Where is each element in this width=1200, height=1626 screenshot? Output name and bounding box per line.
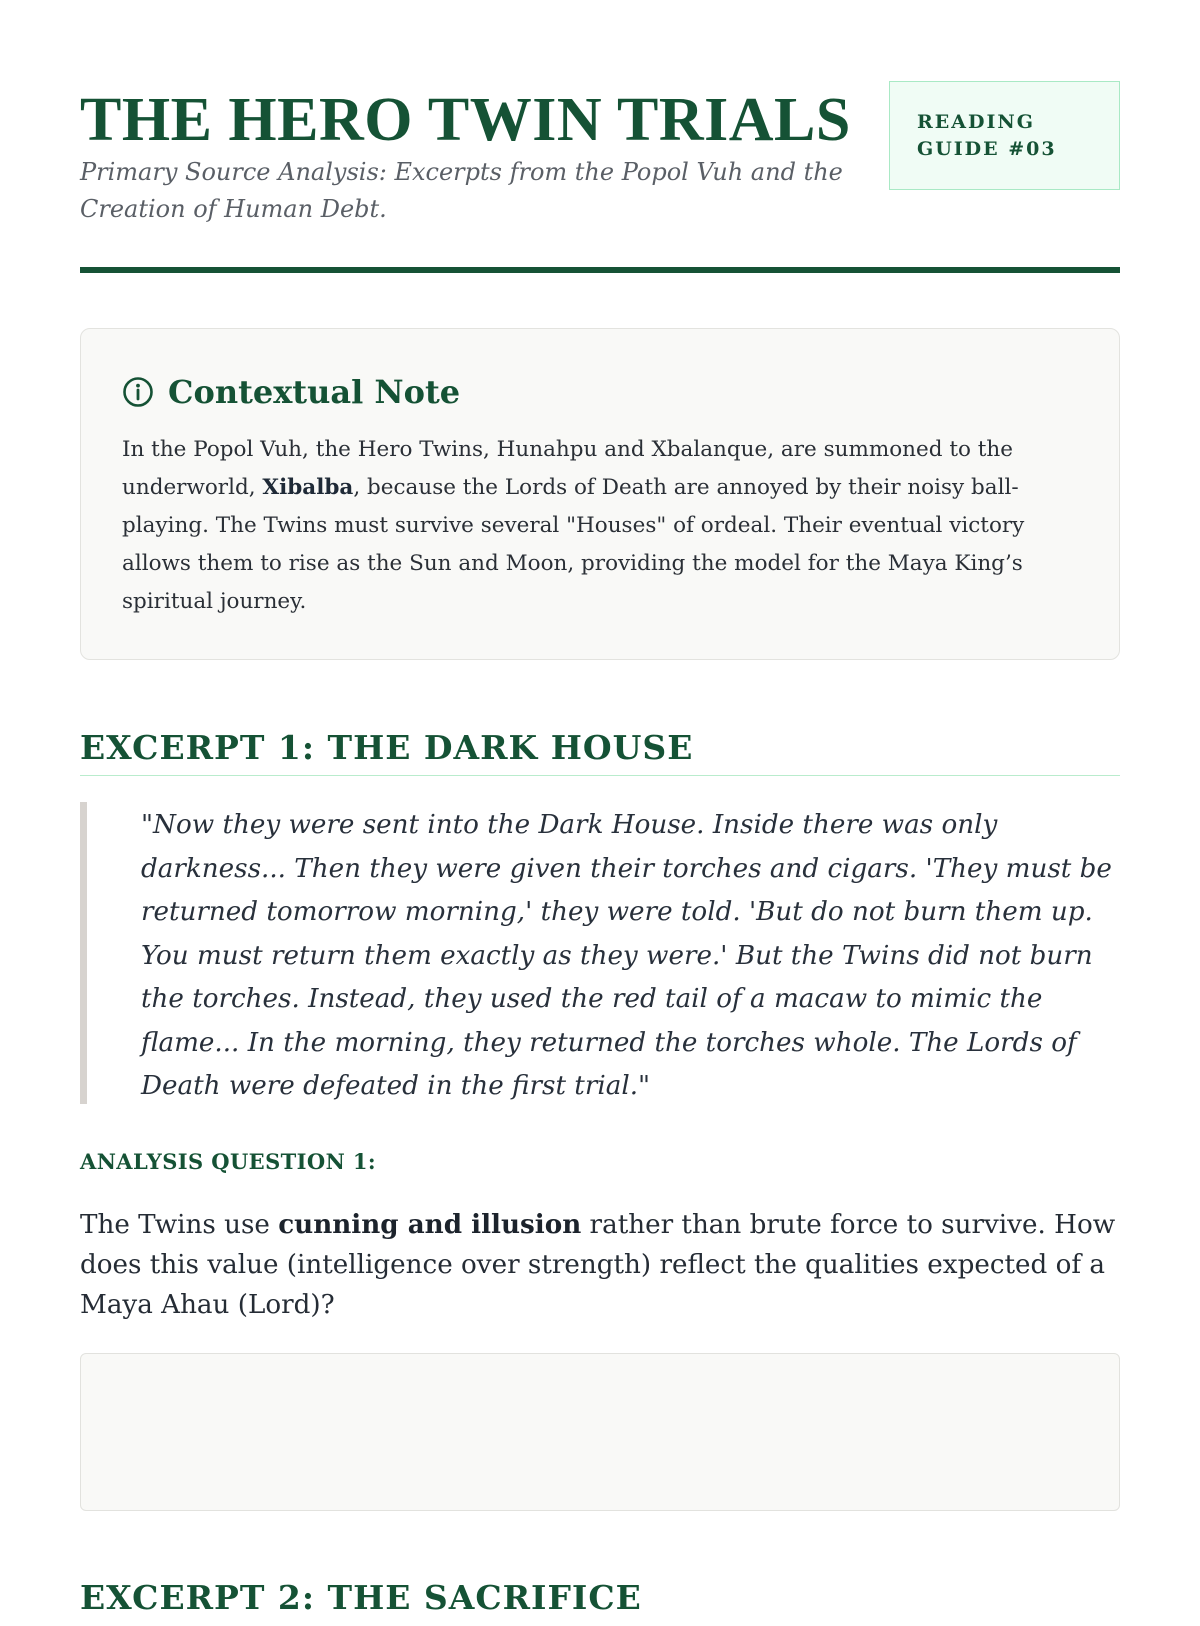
info-icon bbox=[122, 376, 154, 408]
header-divider bbox=[80, 267, 1120, 273]
contextual-note-heading bbox=[122, 367, 1079, 417]
answer-area-1[interactable] bbox=[80, 1353, 1120, 1511]
page-title: THE HERO TWIN TRIALS bbox=[80, 86, 851, 154]
analysis-question-1-label: ANALYSIS QUESTION 1: bbox=[80, 1149, 377, 1174]
excerpt-1-heading: EXCERPT 1: THE DARK HOUSE bbox=[80, 728, 1120, 776]
excerpt-2-heading: EXCERPT 2: THE SACRIFICE bbox=[80, 1578, 642, 1617]
analysis-question-1-text bbox=[80, 1205, 1120, 1325]
badge-line-1: READING bbox=[917, 111, 1035, 133]
context-body-text-1: In the Popol Vuh, the Hero Twins, Hunahpu and Xbalanque, are summoned to the underworld, bbox=[122, 437, 1013, 500]
question-text-2: rather than brute force to survive. How does this value (intelligence over strength) reflect the qualities expected of a Maya Ahau (Lord)? bbox=[80, 1210, 1116, 1320]
page-subtitle: Primary Source Analysis: Excerpts from the Popol Vuh and the Creation of Human Debt. bbox=[80, 158, 843, 223]
contextual-note-body bbox=[122, 431, 1079, 621]
badge-line-2: GUIDE #03 bbox=[917, 138, 1057, 160]
contextual-note-box bbox=[80, 328, 1120, 660]
page-header bbox=[80, 78, 1120, 274]
context-body-text-2: , because the Lords of Death are annoyed by their noisy ball-playing. The Twins must survive several "Houses" of ordeal. Their eventual victory allows them to rise as the Sun and Moon, providing the model for the Maya King’s spiritual journey. bbox=[122, 475, 1025, 614]
question-text-bold: cunning and illusion bbox=[278, 1209, 582, 1240]
reading-guide-badge bbox=[889, 81, 1120, 190]
contextual-note-title: Contextual Note bbox=[168, 373, 461, 411]
context-body-xibalba: Xibalba bbox=[262, 475, 354, 500]
question-text-1: The Twins use bbox=[80, 1210, 279, 1240]
excerpt-1-quote: "Now they were sent into the Dark House. Inside there was only darkness... Then they were given their torches and cigars. 'They must be returned tomorrow morning,' they were told. 'But do not burn them up. You must return them exactly as they were.' But the Twins did not burn the torches. Instead, they used the red tail of a macaw to mimic the flame... In the morning, they returned the torches whole. The Lords of Death were defeated in the first trial." bbox=[80, 802, 1120, 1104]
